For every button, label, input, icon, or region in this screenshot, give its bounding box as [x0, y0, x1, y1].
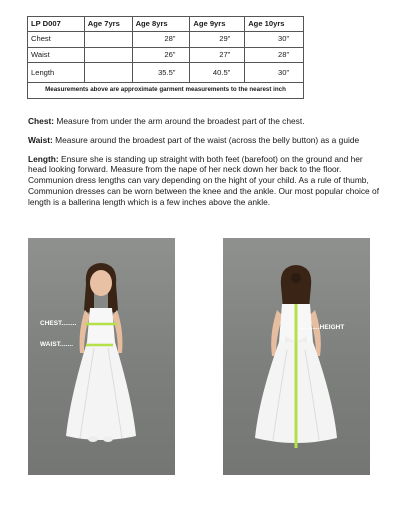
back-view-illustration: [223, 238, 370, 475]
chest-instruction: [28, 116, 380, 127]
measuring-instructions: [28, 116, 380, 215]
chest-marker-label: CHEST........: [40, 320, 77, 327]
table-cell: 27”: [190, 47, 245, 63]
table-cell: [84, 32, 132, 48]
instruction-text: Measure from under the arm around the broadest part of the chest.: [54, 116, 305, 126]
back-view-photo: [223, 238, 370, 475]
table-header-cell: LP D007: [28, 17, 85, 32]
table-cell: 40.5”: [190, 63, 245, 83]
table-header-cell: Age 7yrs: [84, 17, 132, 32]
instruction-label: Length:: [28, 153, 59, 164]
table-cell: 35.5”: [132, 63, 190, 83]
table-note-row: [28, 83, 304, 99]
instruction-text: Ensure she is standing up straight with both feet (barefoot) on the ground and her head looking forward. Measure from the nape of her neck down her back to the floor. Communion dress lengths can vary depending on the hight of your child. As a rule of thumb, Communion dresses can be worn between the knee and the ankle. Our most popular choice of length is a ballerina length which is a few inches above the ankle.: [28, 153, 380, 207]
instruction-label: Waist:: [28, 134, 53, 145]
waist-marker-label: WAIST.......: [40, 341, 74, 348]
row-label: Waist: [28, 47, 85, 63]
table-note: Measurements above are approximate garment measurements to the nearest inch: [28, 83, 304, 99]
row-label: Length: [28, 63, 85, 83]
table-header-row: [28, 17, 304, 32]
table-row: [28, 63, 304, 83]
table-cell: 28”: [245, 47, 304, 63]
table-cell: [84, 63, 132, 83]
table-header-cell: Age 9yrs: [190, 17, 245, 32]
table-cell: 30”: [245, 63, 304, 83]
table-header-cell: Age 10yrs: [245, 17, 304, 32]
row-label: Chest: [28, 32, 85, 48]
table-header-cell: Age 8yrs: [132, 17, 190, 32]
instruction-label: Chest:: [28, 116, 55, 126]
table-cell: 29”: [190, 32, 245, 48]
table-row: [28, 47, 304, 63]
table-cell: 26”: [132, 47, 190, 63]
table-cell: [84, 47, 132, 63]
instruction-text: Measure around the broadest part of the waist (across the belly button) as a guide: [52, 134, 360, 145]
front-view-photo: [28, 238, 175, 475]
front-view-illustration: [28, 238, 175, 475]
length-instruction: [28, 154, 380, 208]
waist-instruction: [28, 135, 380, 146]
table-row: [28, 32, 304, 48]
height-marker-label: ...........HEIGHT: [299, 324, 345, 331]
table-cell: 28”: [132, 32, 190, 48]
table-cell: 30”: [245, 32, 304, 48]
size-table: [27, 16, 304, 99]
